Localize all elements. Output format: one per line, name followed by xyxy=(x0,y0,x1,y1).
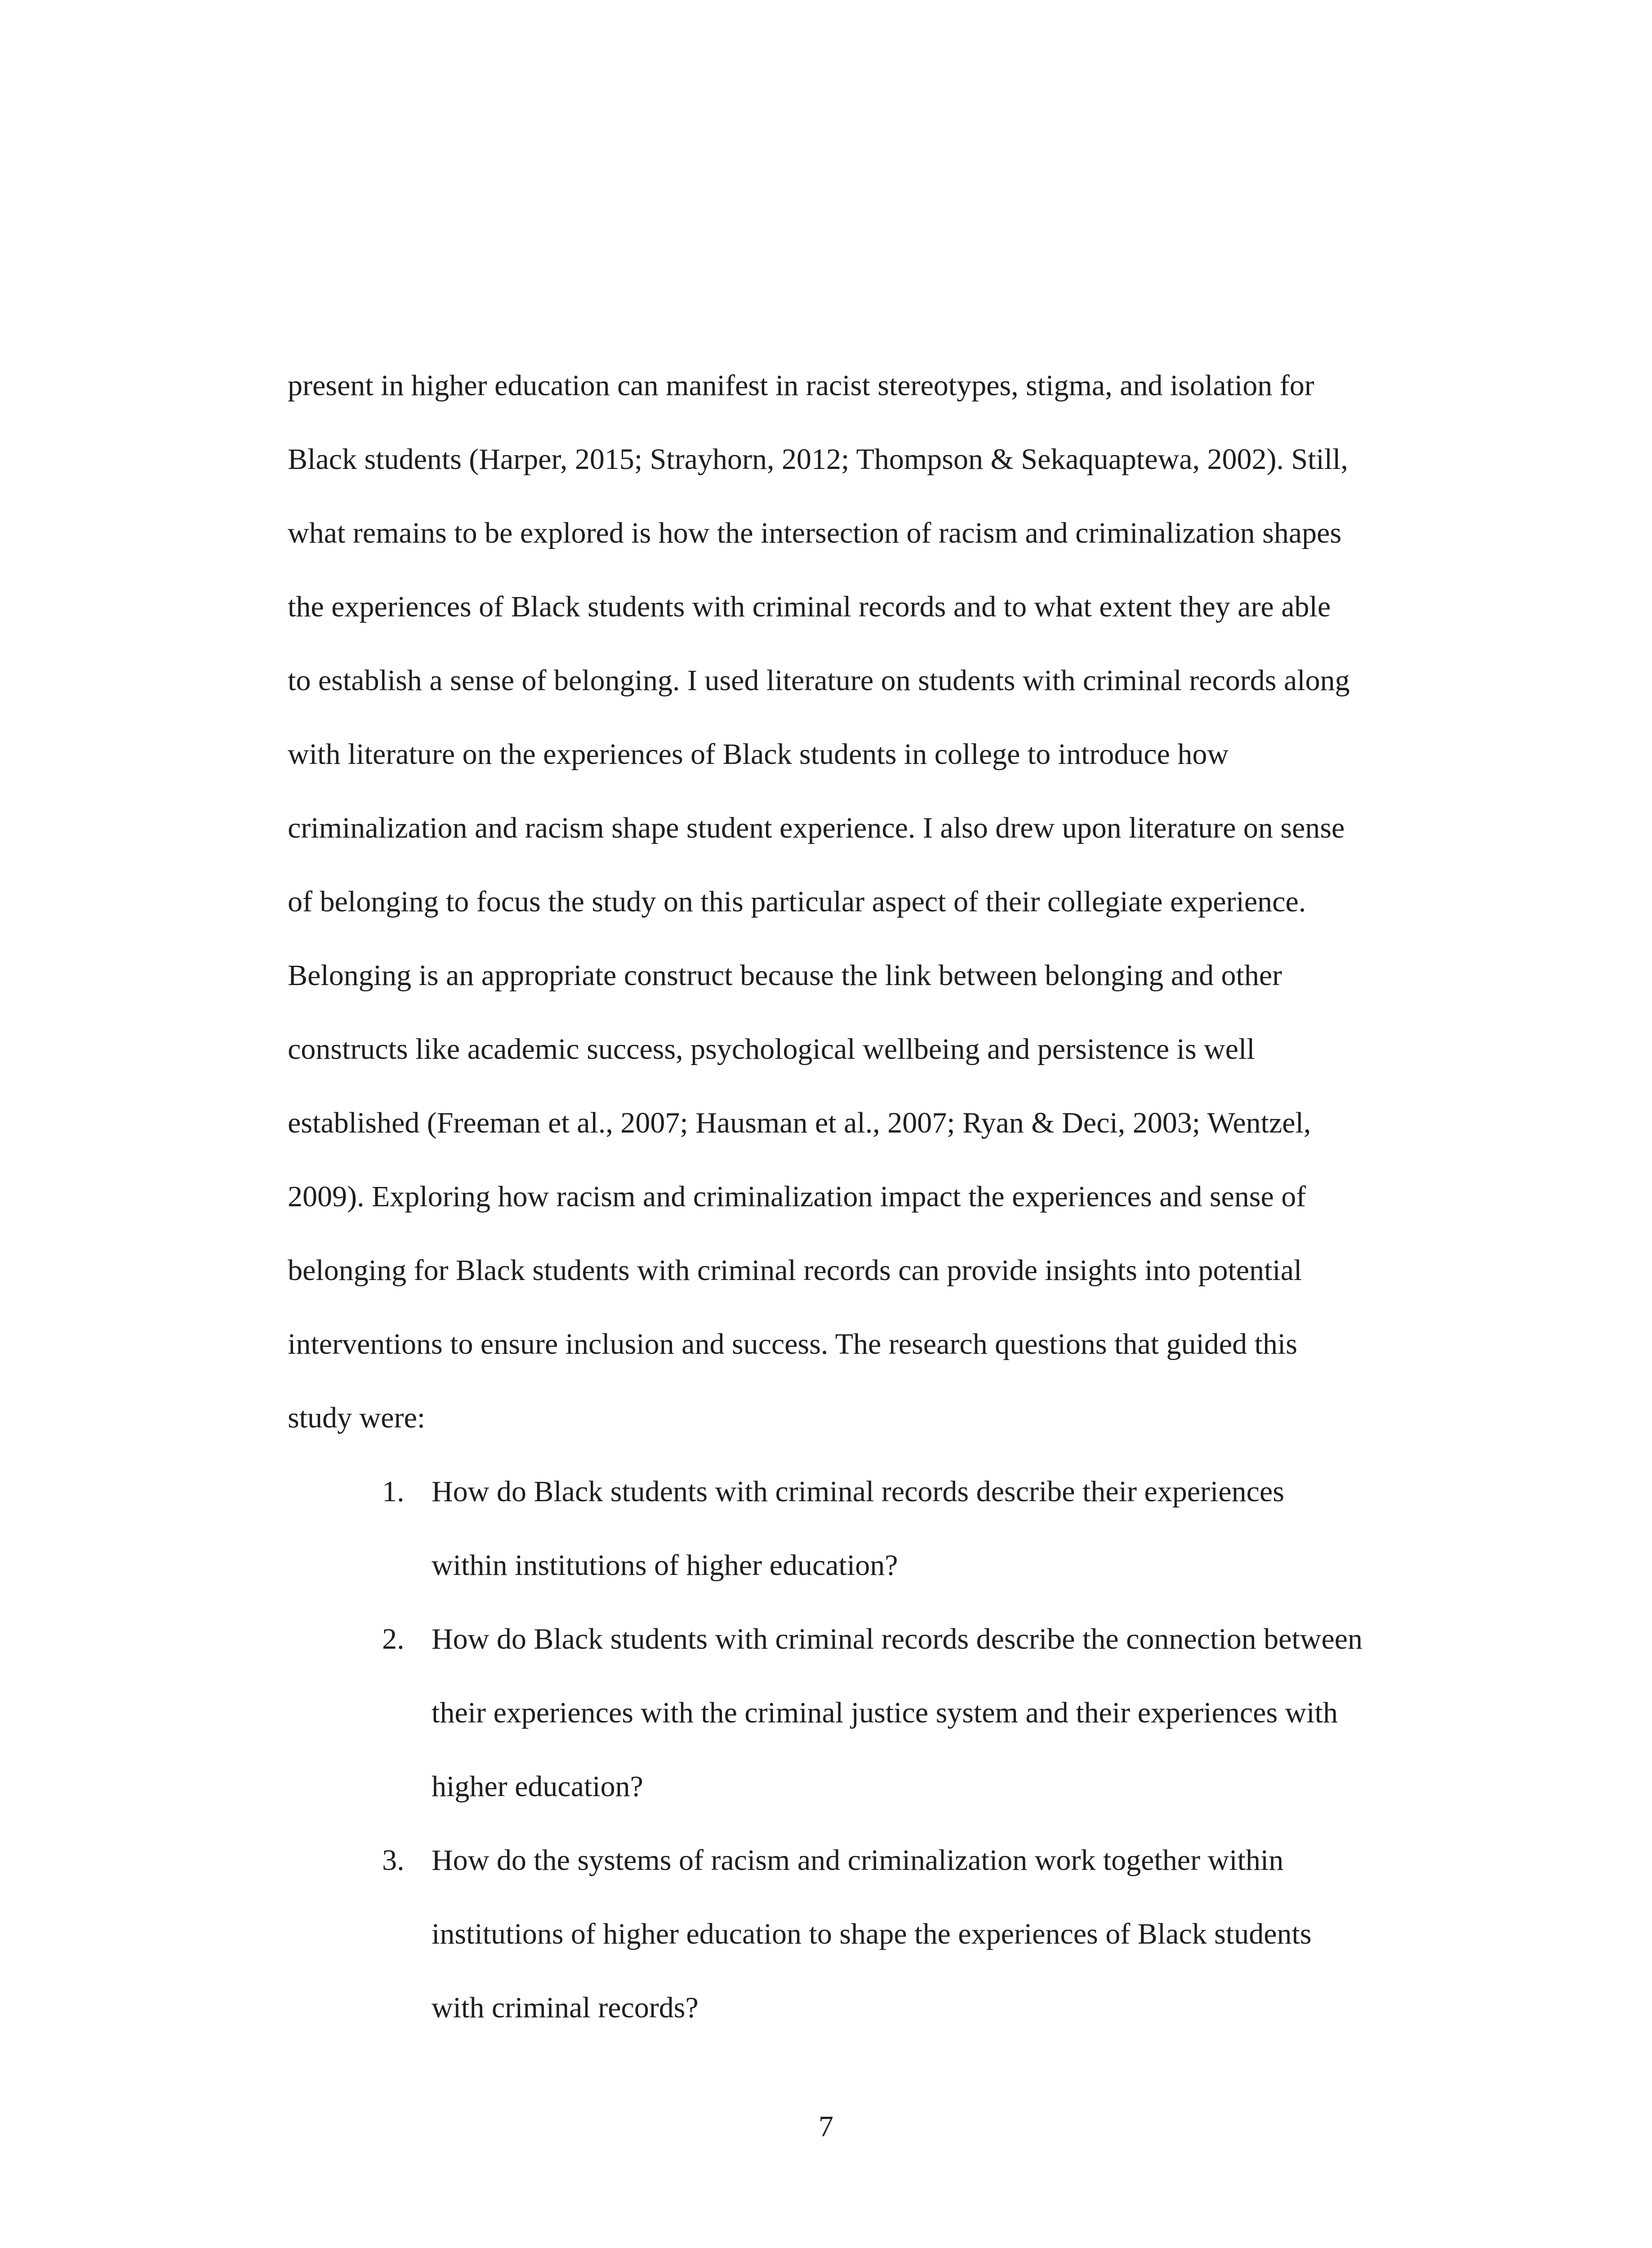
list-item-number: 3. xyxy=(382,1844,405,1877)
paragraph-line: established (Freeman et al., 2007; Hausman et al., 2007; Ryan & Deci, 2003; Wentzel, xyxy=(288,1106,1311,1139)
list-item-text: higher education? xyxy=(432,1770,643,1803)
list-item-text: their experiences with the criminal justice system and their experiences with xyxy=(432,1696,1338,1729)
list-item-text: How do Black students with criminal records describe their experiences xyxy=(432,1475,1284,1508)
page-number: 7 xyxy=(819,2110,833,2143)
paragraph-line: 2009). Exploring how racism and criminalization impact the experiences and sense of xyxy=(288,1180,1306,1213)
paragraph-line: constructs like academic success, psychological wellbeing and persistence is well xyxy=(288,1033,1255,1066)
list-item-text: institutions of higher education to shape the experiences of Black students xyxy=(432,1918,1312,1950)
list-item-number: 2. xyxy=(382,1623,405,1655)
paragraph-line: of belonging to focus the study on this particular aspect of their collegiate experience. xyxy=(288,885,1306,918)
paragraph-line: to establish a sense of belonging. I used literature on students with criminal records along xyxy=(288,664,1350,697)
paragraph-line: present in higher education can manifest in racist stereotypes, stigma, and isolation for xyxy=(288,369,1314,402)
paragraph-line: with literature on the experiences of Black students in college to introduce how xyxy=(288,738,1229,771)
list-item-text: How do Black students with criminal records describe the connection between xyxy=(432,1623,1363,1655)
paragraph-line: study were: xyxy=(288,1401,426,1434)
list-item-text: How do the systems of racism and criminalization work together within xyxy=(432,1844,1284,1877)
paragraph-line: Belonging is an appropriate construct because the link between belonging and other xyxy=(288,959,1282,992)
list-item-text: with criminal records? xyxy=(432,1991,699,2024)
paragraph-line: Black students (Harper, 2015; Strayhorn, 2012; Thompson & Sekaquaptewa, 2002). Still, xyxy=(288,443,1348,476)
paragraph-line: the experiences of Black students with criminal records and to what extent they are able xyxy=(288,590,1331,623)
paragraph-line: what remains to be explored is how the intersection of racism and criminalization shapes xyxy=(288,517,1342,549)
list-item-number: 1. xyxy=(382,1475,405,1508)
paragraph-line: criminalization and racism shape student experience. I also drew upon literature on sense xyxy=(288,812,1345,844)
list-item-text: within institutions of higher education? xyxy=(432,1549,898,1582)
paragraph-line: belonging for Black students with criminal records can provide insights into potential xyxy=(288,1254,1302,1287)
paragraph-line: interventions to ensure inclusion and success. The research questions that guided this xyxy=(288,1328,1297,1360)
